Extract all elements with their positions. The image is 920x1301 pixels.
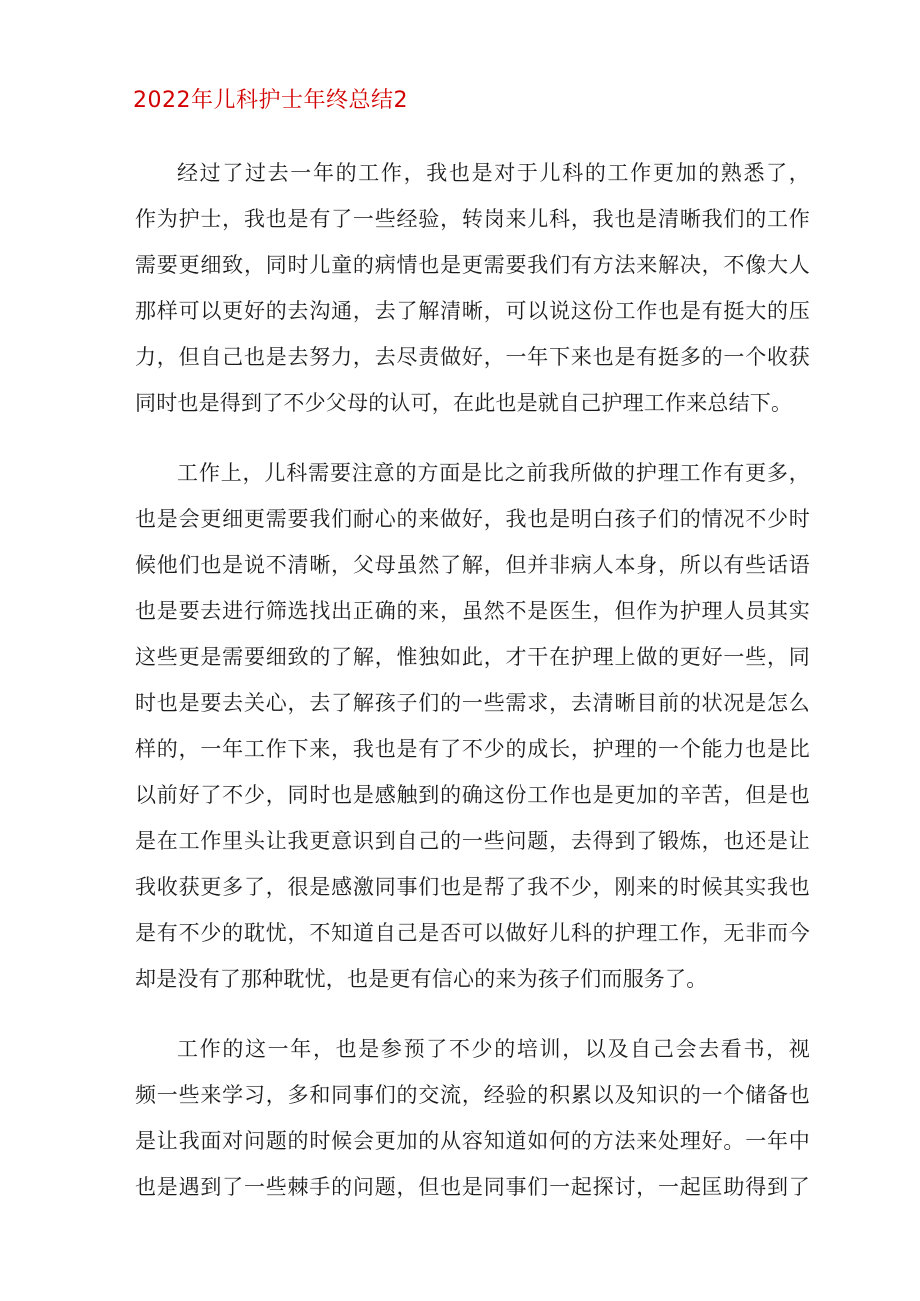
- paragraph-3: [135, 1026, 810, 1210]
- paragraph-line: 这些更是需要细致的了解，惟独如此，才干在护理上做的更好一些，同: [135, 645, 810, 669]
- paragraph-line: 也是要去进行筛选找出正确的来，虽然不是医生，但作为护理人员其实: [135, 599, 810, 623]
- paragraph-1: [135, 150, 810, 426]
- paragraph-line: 频一些来学习，多和同事们的交流，经验的积累以及知识的一个储备也: [135, 1083, 810, 1107]
- paragraph-2: [135, 450, 810, 1002]
- paragraph-line: 那样可以更好的去沟通，去了解清晰，可以说这份工作也是有挺大的压: [135, 299, 810, 323]
- document-body: [135, 150, 810, 1234]
- paragraph-line: 是有不少的耽忧，不知道自己是否可以做好儿科的护理工作，无非而今: [135, 921, 810, 945]
- paragraph-line: 样的，一年工作下来，我也是有了不少的成长，护理的一个能力也是比: [135, 737, 810, 761]
- paragraph-line: 以前好了不少，同时也是感触到的确这份工作也是更加的辛苦，但是也: [135, 783, 810, 807]
- paragraph-line: 也是会更细更需要我们耐心的来做好，我也是明白孩子们的情况不少时: [135, 507, 810, 531]
- paragraph-line: 工作上，儿科需要注意的方面是比之前我所做的护理工作有更多，: [177, 461, 810, 485]
- paragraph-line: 也是遇到了一些棘手的问题，但也是同事们一起探讨，一起匡助得到了: [135, 1175, 810, 1199]
- paragraph-line: 工作的这一年，也是参预了不少的培训，以及自己会去看书，视: [177, 1037, 810, 1061]
- paragraph-line: 需要更细致，同时儿童的病情也是更需要我们有方法来解决，不像大人: [135, 253, 810, 277]
- paragraph-line: 同时也是得到了不少父母的认可，在此也是就自己护理工作来总结下。: [135, 391, 793, 415]
- paragraph-line: 是让我面对问题的时候会更加的从容知道如何的方法来处理好。一年中: [135, 1129, 810, 1153]
- paragraph-line: 我收获更多了，很是感激同事们也是帮了我不少，刚来的时候其实我也: [135, 875, 810, 899]
- paragraph-line: 是在工作里头让我更意识到自己的一些问题，去得到了锻炼，也还是让: [135, 829, 810, 853]
- paragraph-line: 候他们也是说不清晰，父母虽然了解，但并非病人本身，所以有些话语: [135, 553, 810, 577]
- paragraph-line: 作为护士，我也是有了一些经验，转岗来儿科，我也是清晰我们的工作: [135, 207, 810, 231]
- paragraph-line: 时也是要去关心，去了解孩子们的一些需求，去清晰目前的状况是怎么: [135, 691, 810, 715]
- paragraph-line: 经过了过去一年的工作，我也是对于儿科的工作更加的熟悉了，: [177, 161, 810, 185]
- document-title: 2022年儿科护士年终总结2: [133, 88, 408, 113]
- paragraph-line: 力，但自己也是去努力，去尽责做好，一年下来也是有挺多的一个收获: [135, 345, 810, 369]
- paragraph-line: 却是没有了那种耽忧，也是更有信心的来为孩子们而服务了。: [135, 967, 708, 991]
